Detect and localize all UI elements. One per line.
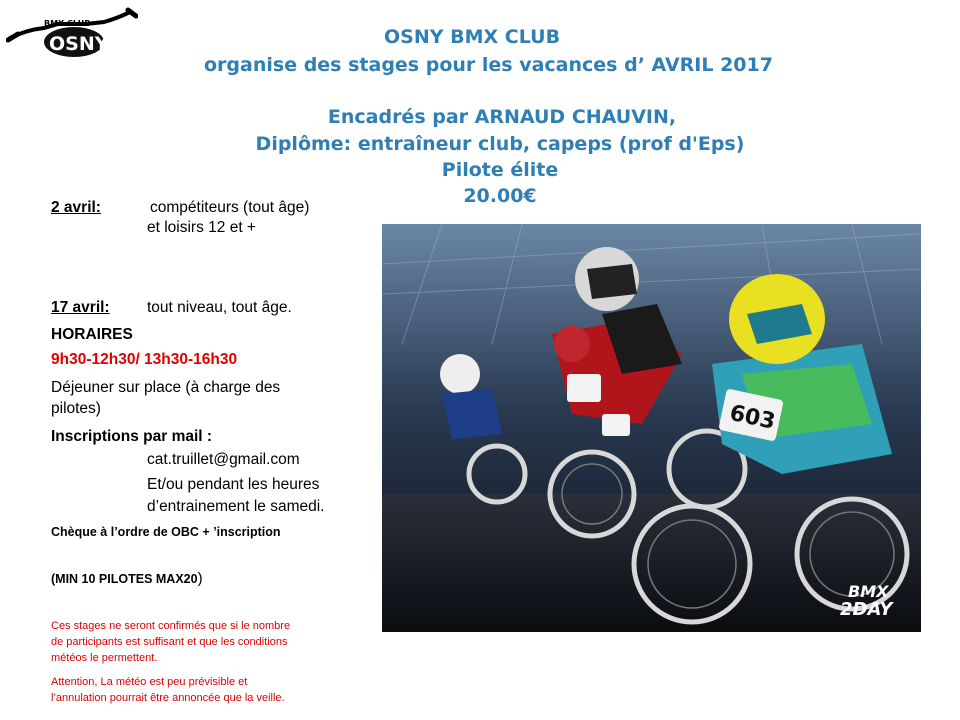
lunch-line2: pilotes) <box>51 400 101 417</box>
plate-number: 603 <box>727 400 778 435</box>
bmx-race-photo <box>382 224 921 632</box>
session-2-line1: tout niveau, tout âge. <box>147 299 292 316</box>
note-line-2: de participants est suffisant et que les conditions <box>51 636 288 648</box>
lunch-line1: Déjeuner sur place (à charge des <box>51 379 281 396</box>
registration-alt-line1: Et/ou pendant les heures <box>147 476 320 493</box>
club-subtitle: organise des stages pour les vacances d’ AVRIL 2017 <box>204 54 773 76</box>
osny-bmx-logo <box>6 4 138 60</box>
schedule-label: HORAIRES <box>51 326 133 343</box>
participant-limits-text: (MIN 10 PILOTES MAX20 <box>51 572 198 586</box>
participant-limits <box>51 570 203 587</box>
logo-line1: BMX CLUB <box>44 19 91 28</box>
registration-label: Inscriptions par mail : <box>51 428 213 445</box>
session-1-line1: compétiteurs (tout âge) <box>150 199 310 216</box>
club-title: OSNY BMX CLUB <box>384 26 561 48</box>
watermark-line2: 2DAY <box>840 599 893 620</box>
registration-alt-line2: d’entrainement le samedi. <box>147 498 325 515</box>
session-2-date: 17 avril: <box>51 299 110 316</box>
note-line-5: l’annulation pourrait être annoncée que la veille. <box>51 692 285 704</box>
participant-limits-close: ) <box>197 570 203 587</box>
price: 20.00€ <box>463 185 537 207</box>
pilot-line: Pilote élite <box>441 159 559 181</box>
diploma-line: Diplôme: entraîneur club, capeps (prof d'Eps) <box>255 133 745 155</box>
schedule-times: 9h30-12h30/ 13h30-16h30 <box>51 351 238 368</box>
note-line-3: météos le permettent. <box>51 652 158 664</box>
logo-line2: OSNY <box>49 33 109 55</box>
note-line-4: Attention, La météo est peu prévisible et <box>51 676 248 688</box>
note-line-1: Ces stages ne seront confirmés que si le nombre <box>51 620 291 632</box>
session-1-line2: et loisirs 12 et + <box>147 219 256 236</box>
registration-email: cat.truillet@gmail.com <box>147 451 300 468</box>
watermark-line1: BMX <box>848 582 889 601</box>
cheque-note: Chèque à l’ordre de OBC + ’inscription <box>51 525 281 539</box>
coach-line: Encadrés par ARNAUD CHAUVIN, <box>327 106 677 128</box>
session-1-date: 2 avril: <box>51 199 101 216</box>
